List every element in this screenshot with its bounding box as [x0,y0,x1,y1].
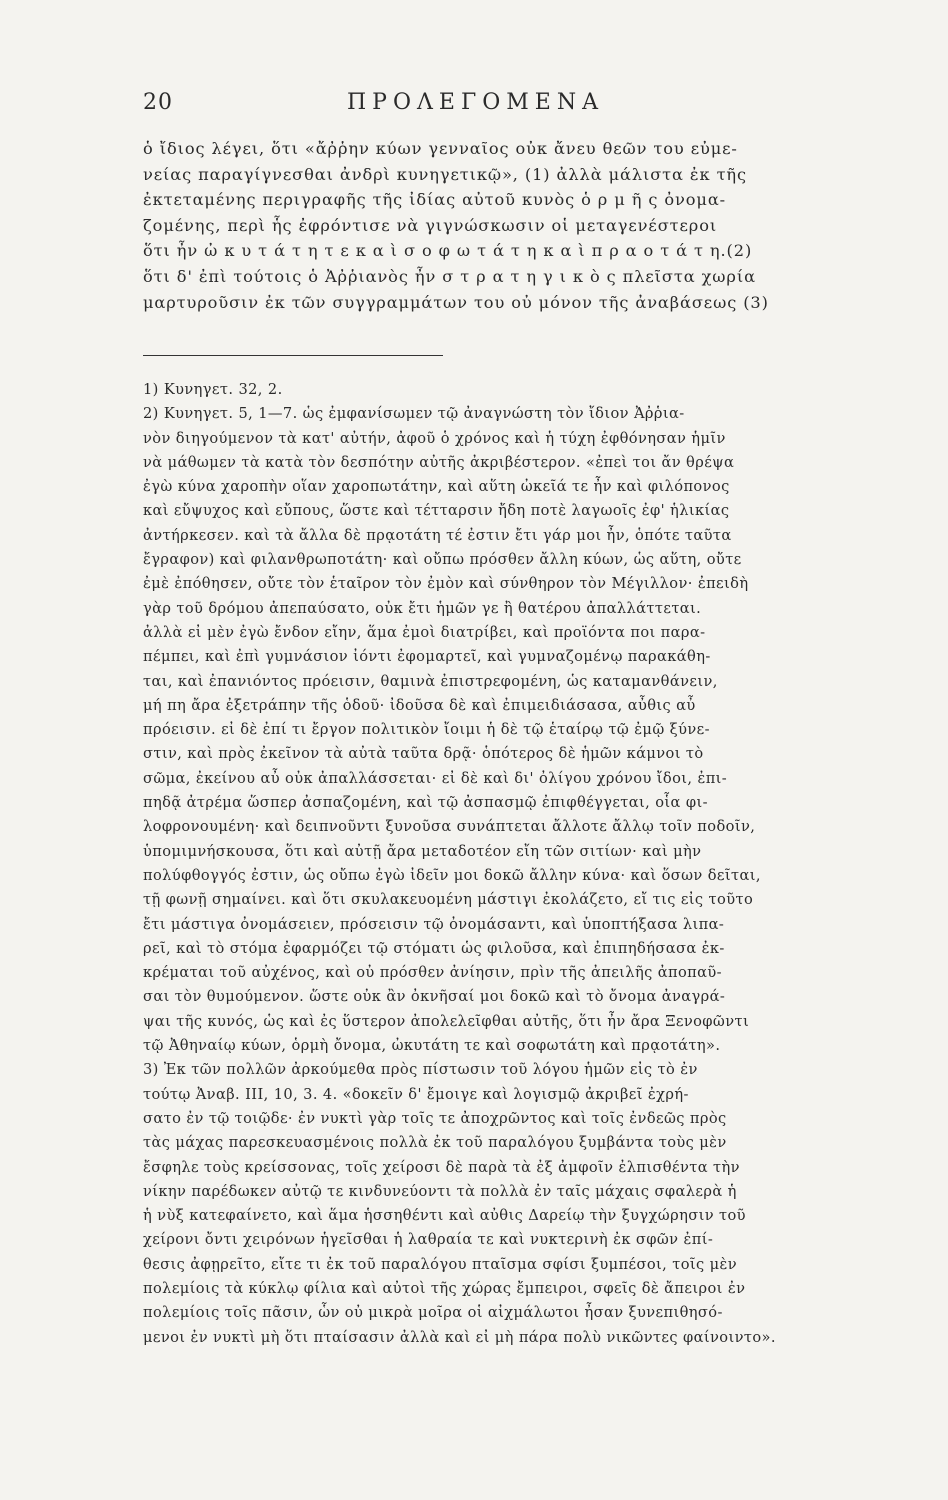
footnote-line: ὑπομιμνήσκουσα, ὅτι καὶ αὐτῇ ἄρα μεταδοτέον εἴη τῶν σιτίων· καὶ μὴν [143,842,702,860]
footnote-line: μή πη ἄρα ἐξετράπην τῆς ὁδοῦ· ἰδοῦσα δὲ καὶ ἐπιμειδιάσασα, αὖθις αὖ [143,696,696,714]
main-text-line: νείας παραγίγνεσθαι ἀνδρὶ κυνηγετικῷ», (1) ἀλλὰ μάλιστα ἐκ τῆς [143,164,747,184]
footnote-line: λοφρονουμένη· καὶ δειπνοῦντι ξυνοῦσα συνάπτεται ἄλλοτε ἄλλῳ τοῖν ποδοῖν, [143,818,756,836]
footnote-line: ἔσφηλε τοὺς κρείσσονας, τοῖς χείροσι δὲ παρὰ τὰ ἐξ ἀμφοῖν ἐλπισθέντα τὴν [143,1158,740,1176]
main-text-line: ὅτι δ' ἐπὶ τούτοις ὁ Ἀῤῥιανὸς ἦν σ τ ρ α τ η γ ι κ ὸ ς πλεῖστα χωρία [143,266,756,286]
main-text-block [143,136,823,315]
footnote-line: ἐμὲ ἐπόθησεν, οὔτε τὸν ἑταῖρον τὸν ἐμὸν καὶ σύνθηρον τὸν Μέγιλλον· ἐπειδὴ [143,575,749,593]
main-text-line: ὅτι ἦν ὠ κ υ τ ά τ η τ ε κ α ὶ σ ο φ ω τ ά τ η κ α ὶ π ρ α ο τ ά τ η.(2) [143,241,753,261]
footnote-line: ἔτι μάστιγα ὀνομάσειεν, πρόσεισιν τῷ ὀνομάσαντι, καὶ ὑποπτήξασα λιπα- [143,915,725,933]
footnote-line: καὶ εὔψυχος καὶ εὔπους, ὥστε καὶ τέτταρσιν ἤδη ποτὲ λαγωοῖς ἐφ' ἡλικίας [143,502,730,520]
footnote-line: ἀλλὰ εἰ μὲν ἐγὼ ἔνδον εἴην, ἅμα ἐμοὶ διατρίβει, καὶ προϊόντα ποι παρα- [143,623,706,641]
footnote-line: 3) Ἐκ τῶν πολλῶν ἀρκούμεθα πρὸς πίστωσιν τοῦ λόγου ἡμῶν εἰς τὸ ἐν [143,1061,698,1079]
footnote-line: ται, καὶ ἐπανιόντος πρόεισιν, θαμινὰ ἐπιστρεφομένη, ὡς καταμανθάνειν, [143,672,718,690]
footnote-line: σατο ἐν τῷ τοιῷδε· ἐν νυκτὶ γὰρ τοῖς τε ἀποχρῶντος καὶ τοῖς ἐνδεῶς πρὸς [143,1109,727,1127]
footnote-line: πέμπει, καὶ ἐπὶ γυμνάσιον ἰόντι ἐφομαρτεῖ, καὶ γυμναζομένῳ παρακάθη- [143,648,711,666]
footnote-line: κρέμαται τοῦ αὐχένος, καὶ οὐ πρόσθεν ἀνίησιν, πρὶν τῆς ἀπειλῆς ἀποπαῦ- [143,964,722,982]
footnote-line: ρεῖ, καὶ τὸ στόμα ἐφαρμόζει τῷ στόματι ὡς φιλοῦσα, καὶ ἐπιπηδήσασα ἐκ- [143,939,725,957]
footnote-line: ἀντήρκεσεν. καὶ τὰ ἄλλα δὲ πρᾳοτάτη τέ ἐστιν ἔτι γάρ μοι ἦν, ὁπότε ταῦτα [143,526,732,544]
footnote-line: γὰρ τοῦ δρόμου ἀπεπαύσατο, οὐκ ἔτι ἡμῶν γε ἢ θατέρου ἀπαλλάττεται. [143,599,702,617]
main-text-line: ζομένης, περὶ ἧς ἐφρόντισε νὰ γιγνώσκωσιν οἱ μεταγενέστεροι [143,215,718,235]
running-head: ΠΡΟΛΕΓΟΜΕΝΑ [347,90,604,115]
footnote-line: ἐγὼ κύνα χαροπὴν οἵαν χαροπωτάτην, καὶ αὕτη ὠκεῖά τε ἦν καὶ φιλόπονος [143,478,730,496]
footnote-line: πολεμίοις τὰ κύκλῳ φίλια καὶ αὐτοὶ τῆς χώρας ἔμπειροι, σφεῖς δὲ ἄπειροι ἐν [143,1279,746,1297]
footnote-line: θεσις ἀφῃρεῖτο, εἴτε τι ἐκ τοῦ παραλόγου πταῖσμα σφίσι ξυμπέσοι, τοῖς μὲν [143,1255,738,1273]
page-header [143,90,808,120]
footnote-line: νὸν διηγούμενον τὰ κατ' αὐτήν, ἀφοῦ ὁ χρόνος καὶ ἡ τύχη ἐφθόνησαν ἡμῖν [143,429,726,447]
footnote-line: ἡ νὺξ κατεφαίνετο, καὶ ἅμα ἡσσηθέντι καὶ αὐθις Δαρείῳ τὴν ξυγχώρησιν τοῦ [143,1207,746,1225]
footnote-line: χείρονι ὄντι χειρόνων ἡγεῖσθαι ἡ λαθραία τε καὶ νυκτερινὴ ἐκ σφῶν ἐπί- [143,1231,714,1249]
footnote-line: τούτῳ Ἀναβ. III, 10, 3. 4. «δοκεῖν δ' ἔμοιγε καὶ λογισμῷ ἀκριβεῖ ἐχρή- [143,1085,689,1103]
footnote-line: στιν, καὶ πρὸς ἐκεῖνον τὰ αὐτὰ ταῦτα δρᾷ· ὁπότερος δὲ ἡμῶν κάμνοι τὸ [143,745,704,763]
footnote-line: σαι τὸν θυμούμενον. ὥστε οὐκ ἂν ὀκνῆσαί μοι δοκῶ καὶ τὸ ὄνομα ἀναγρά- [143,988,726,1006]
main-text-line: μαρτυροῦσιν ἐκ τῶν συγγραμμάτων του οὐ μόνον τῆς ἀναβάσεως (3) [143,292,769,312]
footnote-line: 1) Κυνηγετ. 32, 2. [143,381,283,398]
footnote-line: πολεμίοις τοῖς πᾶσιν, ὧν οὐ μικρὰ μοῖρα οἱ αἰχμάλωτοι ἦσαν ξυνεπιθησό- [143,1304,723,1322]
footnote-line: ἔγραφον) καὶ φιλανθρωποτάτη· καὶ οὔπω πρόσθεν ἄλλη κύων, ὡς αὕτη, οὔτε [143,551,742,569]
footnote-line: πηδᾷ ἀτρέμα ὥσπερ ἀσπαζομένη, καὶ τῷ ἀσπασμῷ ἐπιφθέγγεται, οἷα φι- [143,794,708,812]
footnote-line: πολύφθογγός ἐστιν, ὡς οὔπω ἐγὼ ἰδεῖν μοι δοκῶ ἄλλην κύνα· καὶ ὅσων δεῖται, [143,866,761,884]
footnote-line: τὰς μάχας παρεσκευασμένοις πολλὰ ἐκ τοῦ παραλόγου ξυμβάντα τοὺς μὲν [143,1134,727,1152]
footnote-line: πρόεισιν. εἰ δὲ ἐπί τι ἔργον πολιτικὸν ἴοιμι ἡ δὲ τῷ ἑταίρῳ τῷ ἐμῷ ξύνε- [143,721,710,739]
footnote-line: ψαι τῆς κυνός, ὡς καὶ ἐς ὕστερον ἀπολελεῖφθαι αὐτῆς, ὅτι ἦν ἄρα Ξενοφῶντι [143,1012,750,1030]
main-text-line: ἐκτεταμένης περιγραφῆς τῆς ἰδίας αὐτοῦ κυνὸς ὁ ρ μ ῆ ς ὀνομα- [143,190,727,210]
footnote-line: τῇ φωνῇ σημαίνει. καὶ ὅτι σκυλακευομένη μάστιγι ἐκολάζετο, εἴ τις εἰς τοῦτο [143,891,754,909]
footnotes-block [143,378,823,1350]
footnote-line: τῷ Ἀθηναίῳ κύων, ὁρμὴ ὄνομα, ὠκυτάτη τε καὶ σοφωτάτη καὶ πρᾳοτάτη». [143,1037,721,1055]
main-text-line: ὁ ἴδιος λέγει, ὅτι «ἄῤῥην κύων γενναῖος οὐκ ἄνευ θεῶν του εὐμε- [143,139,738,158]
footnote-line: 2) Κυνηγετ. 5, 1—7. ὡς ἐμφανίσωμεν τῷ ἀναγνώστη τὸν ἴδιον Ἀῤῥια- [143,405,685,423]
footnote-line: νὰ μάθωμεν τὰ κατὰ τὸν δεσπότην αὐτῆς ἀκριβέστερον. «ἐπεὶ τοι ἄν θρέψα [143,453,735,471]
page-number: 20 [143,90,173,115]
footnote-separator [143,355,443,356]
footnote-line: νίκην παρέδωκεν αὐτῷ τε κινδυνεύοντι τὰ πολλὰ ἐν ταῖς μάχαις σφαλερὰ ἡ [143,1182,737,1200]
footnote-line: σῶμα, ἐκείνου αὖ οὐκ ἀπαλλάσσεται· εἰ δὲ καὶ δι' ὀλίγου χρόνου ἴδοι, ἐπι- [143,769,728,787]
footnote-line: μενοι ἐν νυκτὶ μὴ ὅτι πταίσασιν ἀλλὰ καὶ εἰ μὴ πάρα πολὺ νικῶντες φαίνοιντο». [143,1328,776,1346]
